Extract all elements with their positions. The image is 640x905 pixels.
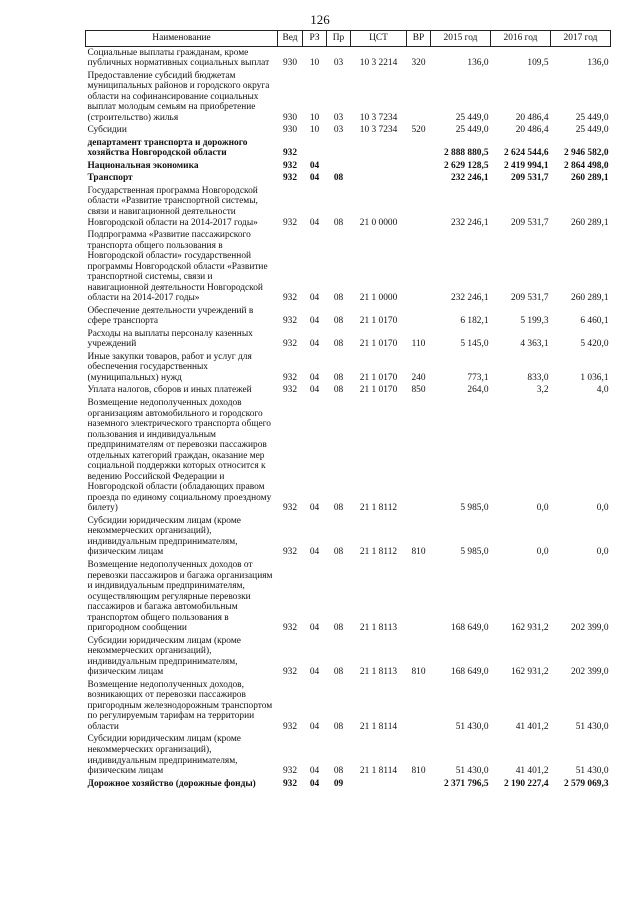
cell-pr: 08 <box>333 547 344 558</box>
cell-2017: 2 579 069,3 <box>563 778 609 789</box>
cell-2017: 6 460,1 <box>580 316 609 327</box>
cell-2015: 232 246,1 <box>451 293 489 304</box>
cell-2017: 51 430,0 <box>575 721 609 732</box>
cell-name: Расходы на выплаты персоналу казенных учреждений <box>87 328 253 350</box>
cell-rz: 04 <box>309 623 320 634</box>
cell-name: Возмещение недополученных доходов организациям автомобильного и городского наземного электрического транспорта общего пользования и индивидуальным предпринимателям от перевозки пассажиров отдельных категорий граждан, оказание мер социальной поддержки которых относится к ведению Российской Федерации и Новгородской области (обладающих правом проезда по единому социальному проездному билету) <box>87 398 272 514</box>
cell-rz: 04 <box>309 385 320 396</box>
cell-2016: 20 486,4 <box>515 125 549 136</box>
cell-pr: 08 <box>333 339 344 350</box>
cell-rz: 10 <box>309 112 320 123</box>
cell-2016: 2 190 227,4 <box>503 778 549 789</box>
page-number: 126 <box>310 12 330 27</box>
cell-rz: 10 <box>309 125 320 136</box>
table-row <box>86 229 611 305</box>
cell-ved: 932 <box>282 173 298 184</box>
cell-pr: 08 <box>333 316 344 327</box>
cell-rz: 04 <box>309 778 320 789</box>
cell-2015: 51 430,0 <box>455 766 489 777</box>
table-row <box>86 70 611 125</box>
table-row <box>86 635 611 679</box>
cell-ved: 932 <box>282 503 298 514</box>
cell-pr: 08 <box>333 293 344 304</box>
cell-cst <box>351 172 407 185</box>
cell-2016: 41 401,2 <box>515 721 549 732</box>
table-row <box>86 160 611 173</box>
cell-ved: 930 <box>282 58 298 69</box>
cell-rz: 04 <box>309 766 320 777</box>
cell-2016: 0,0 <box>536 547 549 558</box>
cell-cst: 21 1 0170 <box>359 339 398 350</box>
cell-cst: 10 3 7234 <box>359 125 398 136</box>
cell-pr: 08 <box>333 503 344 514</box>
cell-ved: 932 <box>282 217 298 228</box>
cell-rz: 04 <box>309 173 320 184</box>
cell-name: Субсидии юридическим лицам (кроме некоммерческих организаций), индивидуальным предпринимателям, физическим лицам <box>87 635 241 678</box>
cell-rz: 04 <box>309 316 320 327</box>
cell-pr: 08 <box>333 217 344 228</box>
cell-pr: 08 <box>333 173 344 184</box>
cell-name: Национальная экономика <box>87 160 199 171</box>
cell-2015: 773,1 <box>467 372 489 383</box>
header-2015: 2015 год <box>431 31 491 47</box>
cell-name: Подпрограмма «Развитие пассажирского транспорта общего пользования в Новгородской области» государственной программы Новгородской области «Развитие транспортной системы, связи и навигационной деятельности Новгородской области на 2014-2017 годы» <box>87 230 268 304</box>
cell-name: Возмещение недополученных доходов от перевозки пассажиров и багажа организациям и индивидуальным предпринимателям, осуществляющим регулярные перевозки пассажиров и багажа автомобильным транспортом общего пользования в пригородном сообщении <box>87 559 273 634</box>
cell-pr <box>327 160 351 173</box>
cell-2016: 2 624 544,6 <box>503 148 549 159</box>
cell-vr <box>407 160 431 173</box>
cell-rz: 04 <box>309 160 320 171</box>
cell-cst: 21 1 8112 <box>359 503 398 514</box>
cell-name: Государственная программа Новгородской области «Развитие транспортной системы, связи и навигационной деятельности Новгородской области на 2014-2017 годы» <box>87 185 258 228</box>
cell-2017: 4,0 <box>596 385 609 396</box>
table-row <box>86 679 611 734</box>
cell-vr: 810 <box>411 667 426 678</box>
cell-ved: 930 <box>282 112 298 123</box>
table-row <box>86 305 611 328</box>
cell-name: Субсидии юридическим лицам (кроме некоммерческих организаций), индивидуальным предпринимателям, физическим лицам <box>87 515 241 558</box>
cell-2017: 260 289,1 <box>571 217 609 228</box>
cell-2015: 51 430,0 <box>455 721 489 732</box>
cell-rz: 04 <box>309 339 320 350</box>
cell-cst: 21 1 0170 <box>359 372 398 383</box>
cell-pr: 08 <box>333 623 344 634</box>
cell-pr: 08 <box>333 766 344 777</box>
cell-ved: 932 <box>282 667 298 678</box>
cell-pr: 08 <box>333 372 344 383</box>
cell-pr: 08 <box>333 385 344 396</box>
cell-2015: 168 649,0 <box>451 667 489 678</box>
cell-ved: 932 <box>282 766 298 777</box>
cell-2016: 209 531,7 <box>511 293 549 304</box>
cell-2015: 136,0 <box>467 58 489 69</box>
cell-2017: 25 449,0 <box>575 125 609 136</box>
cell-2015: 2 371 796,5 <box>443 778 489 789</box>
cell-rz: 04 <box>309 667 320 678</box>
cell-ved: 932 <box>282 293 298 304</box>
header-2016: 2016 год <box>491 31 551 47</box>
cell-vr <box>407 185 431 229</box>
cell-vr <box>407 70 431 125</box>
cell-2015: 5 145,0 <box>460 339 489 350</box>
cell-cst: 21 1 8114 <box>359 721 398 732</box>
table-row <box>86 351 611 385</box>
cell-vr <box>407 559 431 635</box>
cell-name: Иные закупки товаров, работ и услуг для обеспечения государственных (муниципальных) нужд <box>87 351 252 383</box>
header-vr: ВР <box>407 31 431 47</box>
table-row <box>86 328 611 351</box>
table-row <box>86 778 611 791</box>
cell-ved: 932 <box>282 316 298 327</box>
cell-rz: 10 <box>309 58 320 69</box>
cell-vr <box>407 137 431 160</box>
cell-rz: 04 <box>309 503 320 514</box>
cell-vr: 320 <box>411 58 426 69</box>
cell-rz: 04 <box>309 372 320 383</box>
cell-2016: 0,0 <box>536 503 549 514</box>
cell-cst <box>351 137 407 160</box>
cell-2017: 202 399,0 <box>571 623 609 634</box>
cell-vr: 240 <box>411 372 426 383</box>
cell-2016: 109,5 <box>527 58 549 69</box>
cell-rz: 04 <box>309 547 320 558</box>
cell-ved: 932 <box>282 160 298 171</box>
table-body <box>86 46 611 790</box>
cell-2017: 2 864 498,0 <box>563 160 609 171</box>
cell-vr: 110 <box>411 339 426 350</box>
cell-2015: 6 182,1 <box>460 316 489 327</box>
cell-vr <box>407 305 431 328</box>
cell-cst: 21 1 0170 <box>359 316 398 327</box>
cell-2017: 0,0 <box>596 547 609 558</box>
cell-rz: 04 <box>309 293 320 304</box>
header-cst: ЦСТ <box>351 31 407 47</box>
cell-ved: 932 <box>282 339 298 350</box>
cell-name: Субсидии юридическим лицам (кроме некоммерческих организаций), индивидуальным предпринимателям, физическим лицам <box>87 734 241 777</box>
cell-cst: 10 3 2214 <box>359 58 398 69</box>
cell-cst: 21 1 8113 <box>359 623 398 634</box>
cell-name: Субсидии <box>87 125 127 136</box>
cell-cst: 21 1 8112 <box>359 547 398 558</box>
cell-name: Дорожное хозяйство (дорожные фонды) <box>87 778 256 789</box>
cell-name: Уплата налогов, сборов и иных платежей <box>87 385 252 396</box>
table-row <box>86 384 611 397</box>
cell-2015: 232 246,1 <box>451 173 489 184</box>
cell-ved: 932 <box>282 148 298 159</box>
cell-pr: 03 <box>333 112 344 123</box>
cell-2016: 5 199,3 <box>520 316 549 327</box>
cell-cst: 21 1 0170 <box>359 385 398 396</box>
cell-name: Предоставление субсидий бюджетам муниципальных районов и городского округа области на софинансирование социальных выплат молодым семьям на приобретение (строительство) жилья <box>87 70 270 123</box>
table-row <box>86 46 611 70</box>
cell-cst: 21 0 0000 <box>359 217 398 228</box>
cell-name: департамент транспорта и дорожного хозяйства Новгородской области <box>87 137 248 159</box>
table-row <box>86 124 611 137</box>
table-row <box>86 137 611 160</box>
cell-2016: 4 363,1 <box>520 339 549 350</box>
table-row <box>86 397 611 515</box>
cell-vr <box>407 679 431 734</box>
cell-2016: 20 486,4 <box>515 112 549 123</box>
cell-name: Социальные выплаты гражданам, кроме публичных нормативных социальных выплат <box>87 47 270 69</box>
cell-2016: 162 931,2 <box>511 667 549 678</box>
cell-2015: 5 985,0 <box>460 503 489 514</box>
cell-2016: 209 531,7 <box>511 217 549 228</box>
cell-vr: 810 <box>411 547 426 558</box>
table-header <box>86 31 611 47</box>
cell-2017: 260 289,1 <box>571 293 609 304</box>
cell-2017: 5 420,0 <box>580 339 609 350</box>
cell-name: Возмещение недополученных доходов, возникающих от перевозки пассажиров пригородным железнодорожным транспортом по регулируемым тарифам на территории области <box>87 679 273 732</box>
table-row <box>86 172 611 185</box>
cell-vr: 520 <box>411 125 426 136</box>
cell-2015: 264,0 <box>467 385 489 396</box>
cell-vr <box>407 172 431 185</box>
cell-pr: 08 <box>333 667 344 678</box>
table-row <box>86 185 611 229</box>
cell-ved: 932 <box>282 372 298 383</box>
cell-cst: 21 1 8113 <box>359 667 398 678</box>
cell-rz <box>303 137 327 160</box>
cell-2017: 202 399,0 <box>571 667 609 678</box>
cell-ved: 932 <box>282 721 298 732</box>
cell-2017: 2 946 582,0 <box>563 148 609 159</box>
table-row <box>86 515 611 559</box>
cell-2017: 25 449,0 <box>575 112 609 123</box>
cell-2015: 2 629 128,5 <box>443 160 489 171</box>
cell-pr: 09 <box>333 778 344 789</box>
cell-cst <box>351 778 407 791</box>
cell-vr <box>407 397 431 515</box>
cell-cst: 21 1 0000 <box>359 293 398 304</box>
cell-2015: 25 449,0 <box>455 125 489 136</box>
cell-pr: 03 <box>333 58 344 69</box>
cell-2016: 162 931,2 <box>511 623 549 634</box>
cell-rz: 04 <box>309 721 320 732</box>
cell-2017: 51 430,0 <box>575 766 609 777</box>
cell-cst <box>351 160 407 173</box>
cell-vr <box>407 778 431 791</box>
cell-pr: 03 <box>333 125 344 136</box>
cell-2017: 136,0 <box>587 58 609 69</box>
cell-cst: 10 3 7234 <box>359 112 398 123</box>
cell-name: Транспорт <box>87 173 133 184</box>
cell-2015: 25 449,0 <box>455 112 489 123</box>
cell-vr: 850 <box>411 385 426 396</box>
cell-2016: 2 419 994,1 <box>503 160 549 171</box>
cell-2016: 3,2 <box>536 385 549 396</box>
table-row <box>86 559 611 635</box>
cell-2015: 168 649,0 <box>451 623 489 634</box>
cell-2017: 260 289,1 <box>571 173 609 184</box>
cell-vr <box>407 229 431 305</box>
cell-cst: 21 1 8114 <box>359 766 398 777</box>
cell-ved: 932 <box>282 547 298 558</box>
cell-2017: 0,0 <box>596 503 609 514</box>
cell-2015: 5 985,0 <box>460 547 489 558</box>
header-2017: 2017 год <box>551 31 611 47</box>
cell-ved: 932 <box>282 778 298 789</box>
cell-pr: 08 <box>333 721 344 732</box>
header-ved: Вед <box>278 31 303 47</box>
cell-ved: 932 <box>282 623 298 634</box>
cell-2016: 833,0 <box>527 372 549 383</box>
cell-2017: 1 036,1 <box>580 372 609 383</box>
cell-vr: 810 <box>411 766 426 777</box>
header-rz: РЗ <box>303 31 327 47</box>
cell-2016: 209 531,7 <box>511 173 549 184</box>
header-pr: Пр <box>327 31 351 47</box>
cell-name: Обеспечение деятельности учреждений в сфере транспорта <box>87 305 254 327</box>
header-name: Наименование <box>86 31 278 47</box>
table-row <box>86 733 611 777</box>
cell-ved: 930 <box>282 125 298 136</box>
cell-2015: 2 888 880,5 <box>443 148 489 159</box>
cell-2015: 232 246,1 <box>451 217 489 228</box>
cell-pr <box>327 137 351 160</box>
budget-table <box>85 30 611 790</box>
cell-ved: 932 <box>282 385 298 396</box>
cell-rz: 04 <box>309 217 320 228</box>
cell-2016: 41 401,2 <box>515 766 549 777</box>
